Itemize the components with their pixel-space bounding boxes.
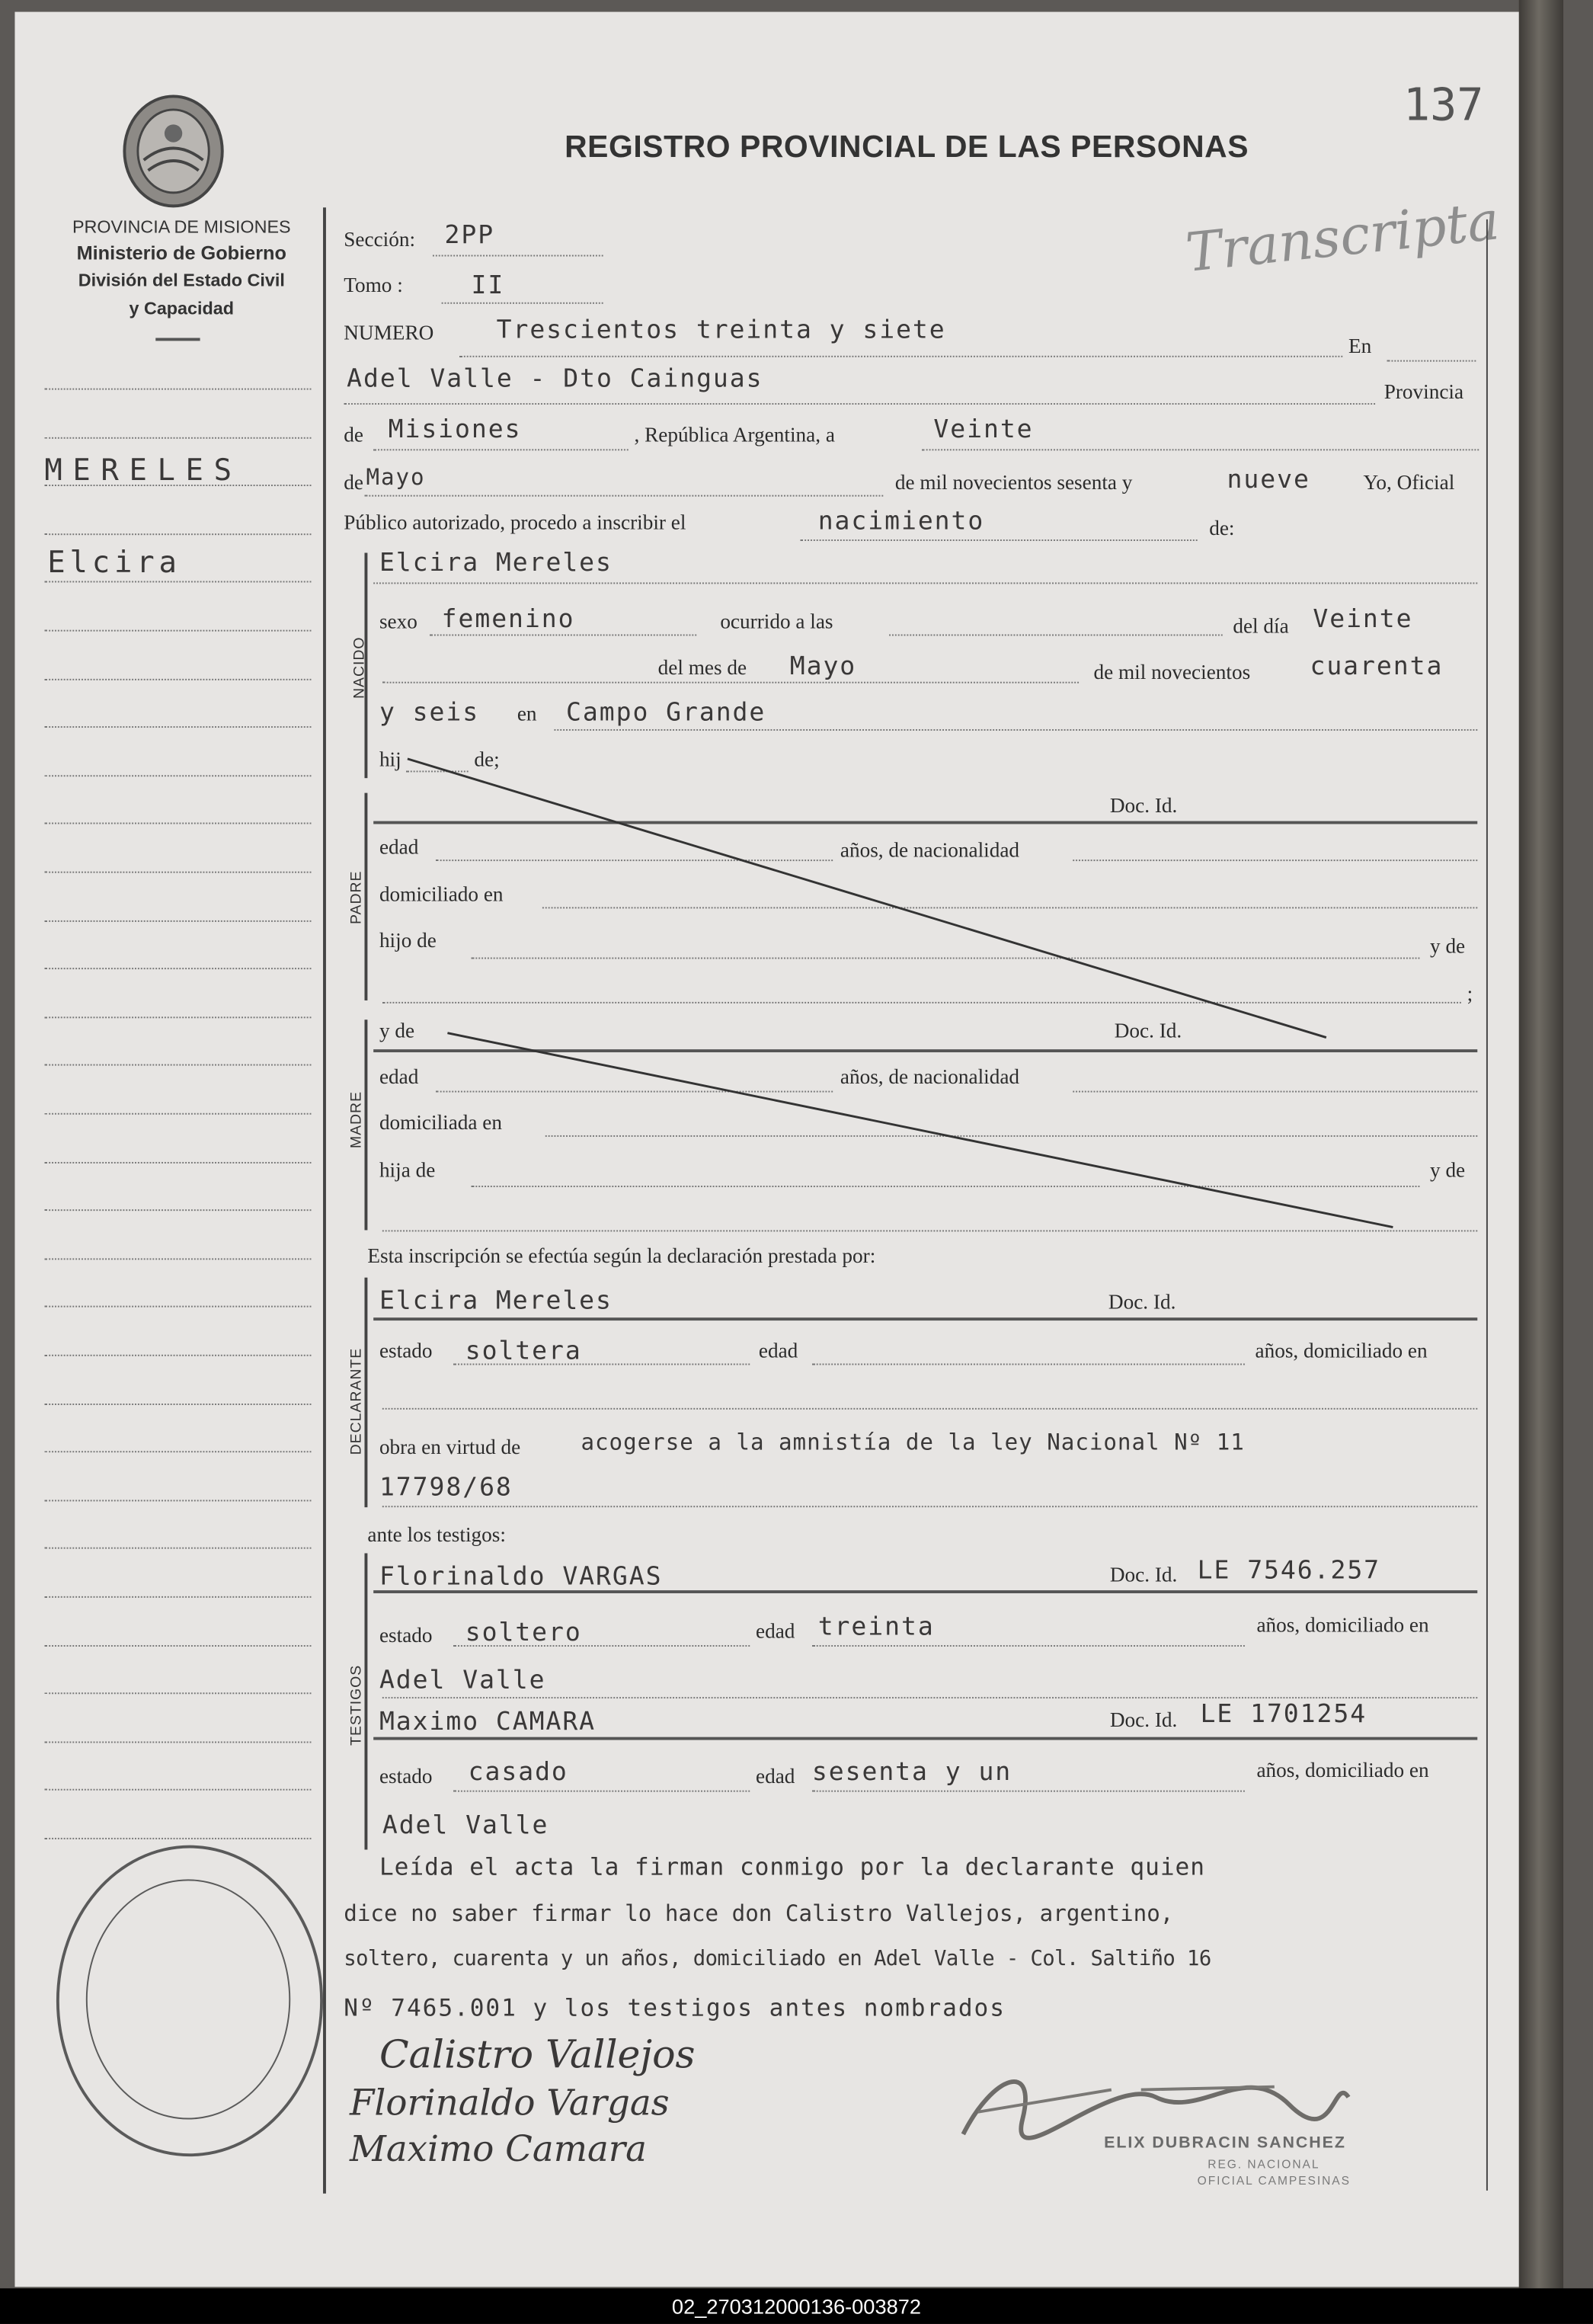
testigo1-estado-value: soltero	[465, 1618, 582, 1648]
testigo1-edad-label: edad	[756, 1621, 795, 1644]
declarante-top-line	[373, 1317, 1477, 1320]
madre-domicilio-label: domiciliada en	[379, 1112, 503, 1135]
ocurrido-label: ocurrido a las	[720, 612, 833, 635]
de3-label: de:	[1209, 518, 1235, 541]
declarante-doc-label: Doc. Id.	[1108, 1292, 1176, 1315]
closing-line-4: Nº 7465.001 y los testigos antes nombrados	[344, 1993, 1006, 2022]
seccion-value: 2PP	[444, 220, 495, 251]
nacido-nombre-value: Elcira Mereles	[379, 548, 613, 578]
nacido-mes-value: Mayo	[789, 651, 857, 682]
testigo2-edad-label: edad	[756, 1766, 795, 1789]
official-stamp-name: ELIX DUBRACIN SANCHEZ	[1104, 2134, 1346, 2153]
sexo-label: sexo	[379, 612, 417, 635]
archive-footer-id: 02_270312000136-003872	[0, 2288, 1593, 2324]
header-ministry: Ministerio de Gobierno	[76, 242, 286, 264]
declarante-nombre-value: Elcira Mereles	[379, 1286, 613, 1317]
anio-value: nueve	[1227, 465, 1310, 495]
ley-value: 17798/68	[379, 1473, 513, 1503]
madre-hija-label: hija de	[379, 1160, 436, 1183]
closing-line-2: dice no saber firmar lo hace don Calistro Vallejos, argentino,	[344, 1900, 1174, 1927]
padre-yde-label: y de	[1430, 936, 1466, 959]
mil-label: de mil novecientos sesenta y	[894, 472, 1133, 495]
sexo-value: femenino	[441, 604, 575, 635]
tomo-value: II	[471, 270, 505, 301]
closing-line-1: Leída el acta la firman conmigo por la declarante quien	[379, 1852, 1205, 1881]
nacido-side-label: NACIDO	[351, 636, 369, 699]
document-title: REGISTRO PROVINCIAL DE LAS PERSONAS	[565, 130, 1249, 165]
declarante-edad-label: edad	[758, 1341, 798, 1364]
official-stamp-line-3: OFICIAL CAMPESINAS	[1197, 2174, 1351, 2188]
provincia-label: Provincia	[1383, 382, 1464, 405]
testigo2-doc-value: LE 1701254	[1200, 1700, 1367, 1730]
official-stamp-line-2: REG. NACIONAL	[1208, 2158, 1320, 2172]
header-division: División del Estado Civil	[78, 270, 285, 291]
hij-de-label: de;	[474, 750, 500, 773]
testigo2-anios-label: años, domiciliado en	[1256, 1760, 1429, 1783]
declarante-estado-value: soltera	[465, 1336, 582, 1367]
testigo1-edad-value: treinta	[817, 1612, 935, 1643]
madre-yde-label: y de	[379, 1021, 415, 1044]
padre-edad-label: edad	[379, 837, 419, 860]
acto-value: nacimiento	[817, 507, 985, 537]
numero-value: Trescientos treinta y siete	[496, 315, 946, 346]
padre-side-label: PADRE	[349, 870, 366, 924]
padre-domicilio-label: domiciliado en	[379, 885, 504, 908]
signature-witness-2: Maximo Camara	[350, 2128, 647, 2170]
testigo1-doc-label: Doc. Id.	[1109, 1565, 1178, 1588]
lugar-value: Adel Valle - Dto Cainguas	[347, 364, 763, 395]
hij-label: hij	[379, 750, 401, 773]
nacido-anio-value-2: y seis	[379, 698, 480, 728]
madre-doc-label: Doc. Id.	[1114, 1021, 1182, 1044]
declarante-side-label: DECLARANTE	[349, 1347, 366, 1455]
publico-label: Público autorizado, procedo a inscribir el	[344, 513, 686, 536]
testigo2-top-line	[373, 1737, 1477, 1740]
margin-given-name: Elcira	[47, 543, 181, 580]
en-label: En	[1348, 336, 1372, 359]
madre-edad-label: edad	[379, 1067, 419, 1090]
madre-anios-label: años, de nacionalidad	[840, 1067, 1020, 1090]
transcribed-stamp: Transcripta	[1183, 190, 1502, 285]
testigo1-top-line	[373, 1590, 1477, 1593]
testigo1-domicilio: Adel Valle	[379, 1666, 546, 1696]
nacido-lugar-value: Campo Grande	[566, 698, 766, 728]
del-dia-label: del día	[1233, 616, 1289, 639]
madre-side-label: MADRE	[349, 1090, 366, 1149]
declaracion-label: Esta inscripción se efectúa según la declaración prestada por:	[367, 1246, 876, 1269]
signature-declarant: Calistro Vallejos	[379, 2033, 696, 2079]
testigo2-estado-label: estado	[379, 1766, 433, 1789]
del-mes-label: del mes de	[657, 658, 747, 680]
padre-doc-label: Doc. Id.	[1109, 795, 1178, 818]
page-number: 137	[1403, 80, 1484, 133]
header-capacity: y Capacidad	[129, 297, 235, 319]
de2-label: de	[344, 472, 363, 495]
header-province: PROVINCIA DE MISIONES	[72, 216, 291, 238]
nacido-en-label: en	[517, 703, 537, 727]
testigo2-estado-value: casado	[468, 1757, 568, 1788]
testigo2-edad-value: sesenta y un	[811, 1757, 1012, 1788]
yo-oficial-label: Yo, Oficial	[1363, 472, 1455, 495]
testigo1-anios-label: años, domiciliado en	[1256, 1615, 1429, 1638]
dia-value: Veinte	[933, 415, 1034, 445]
closing-line-3: soltero, cuarenta y un años, domiciliado en Adel Valle - Col. Saltiño 16	[344, 1947, 1211, 1971]
madre-yde2-label: y de	[1430, 1160, 1466, 1183]
testigo1-nombre: Florinaldo VARGAS	[379, 1562, 663, 1593]
declarante-estado-label: estado	[379, 1341, 433, 1364]
mes-value: Mayo	[366, 463, 426, 491]
padre-semicolon: ;	[1467, 984, 1473, 1007]
nacido-mil-label: de mil novecientos	[1093, 662, 1251, 685]
obra-value: acogerse a la amnistía de la ley Nacional Nº 11	[581, 1429, 1245, 1456]
seccion-label: Sección:	[344, 229, 416, 252]
republica-label: , República Argentina, a	[634, 425, 835, 448]
padre-anios-label: años, de nacionalidad	[840, 840, 1020, 863]
numero-label: NUMERO	[344, 323, 434, 346]
official-round-seal-inner	[86, 1879, 290, 2119]
declarante-anios-label: años, domiciliado en	[1255, 1341, 1428, 1364]
testigos-label: ante los testigos:	[367, 1525, 506, 1548]
tomo-label: Tomo :	[344, 275, 403, 298]
testigo1-doc-value: LE 7546.257	[1197, 1556, 1381, 1586]
nacido-dia-value: Veinte	[1313, 604, 1413, 635]
signature-witness-1: Florinaldo Vargas	[350, 2082, 670, 2124]
testigos-side-label: TESTIGOS	[349, 1664, 366, 1746]
de-label: de	[344, 425, 363, 448]
provincia-value: Misiones	[388, 415, 522, 445]
testigo2-nombre: Maximo CAMARA	[379, 1707, 597, 1737]
testigo1-estado-label: estado	[379, 1625, 433, 1648]
testigo2-doc-label: Doc. Id.	[1109, 1710, 1178, 1733]
obra-label: obra en virtud de	[379, 1437, 521, 1460]
margin-surname: MERELES	[44, 452, 242, 488]
testigo2-domicilio: Adel Valle	[382, 1810, 549, 1841]
nacido-anio-value-1: cuarenta	[1310, 651, 1444, 682]
padre-hijo-label: hijo de	[379, 930, 437, 953]
